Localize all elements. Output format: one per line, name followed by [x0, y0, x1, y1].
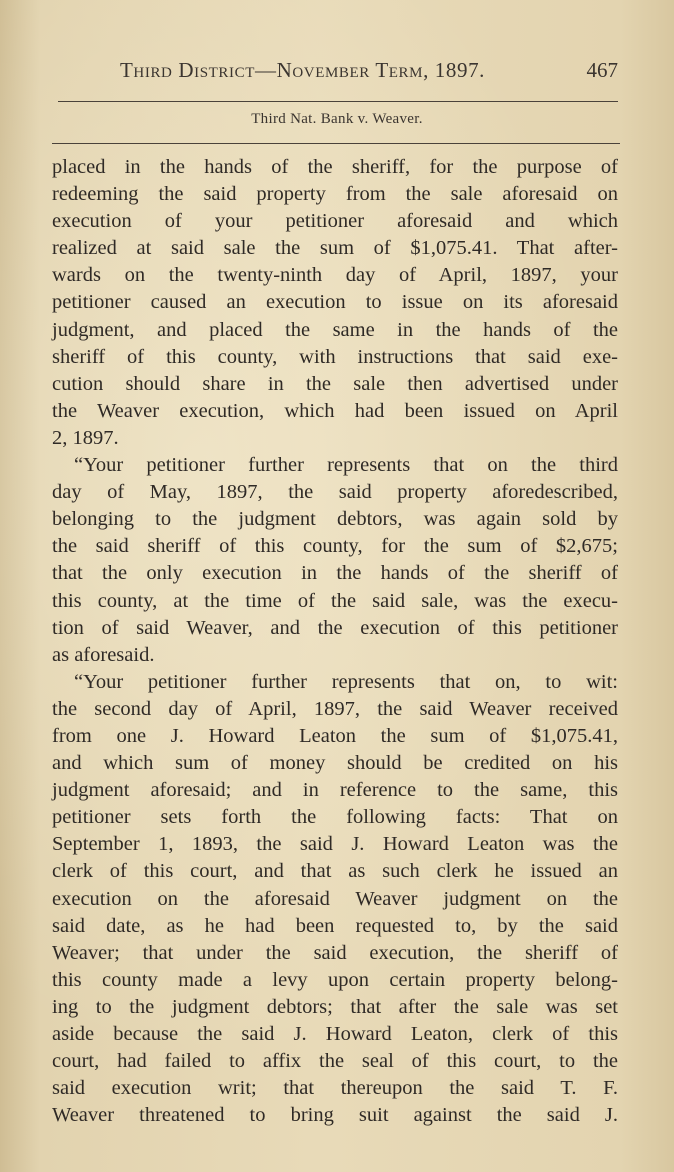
text-line: execution on the aforesaid Weaver judgment on the	[52, 887, 618, 910]
header-rule-top	[58, 101, 618, 102]
text-line: placed in the hands of the sheriff, for the purpose of	[52, 156, 618, 178]
header-rule-bottom	[52, 143, 620, 144]
text-line: court, had failed to affix the seal of this court, to the	[52, 1050, 618, 1073]
text-line: as aforesaid.	[52, 643, 155, 666]
text-line: from one J. Howard Leaton the sum of $1,075.41,	[52, 724, 618, 747]
paragraph-start-line: “Your petitioner further represents that on, to wit:	[74, 670, 618, 693]
running-head	[120, 58, 620, 88]
case-caption: Third Nat. Bank v. Weaver.	[251, 111, 423, 127]
text-line: and which sum of money should be credited on his	[52, 752, 618, 775]
text-line: the second day of April, 1897, the said Weaver received	[52, 697, 618, 720]
text-line: judgment aforesaid; and in reference to the same, this	[52, 779, 618, 802]
text-line: petitioner caused an execution to issue on its aforesaid	[52, 291, 618, 314]
text-line: the said sheriff of this county, for the sum of $2,675;	[52, 535, 618, 558]
text-line: the Weaver execution, which had been issued on April	[52, 399, 618, 422]
text-line: cution should share in the sale then advertised under	[52, 372, 618, 395]
running-title: Third District—November Term, 1897.	[120, 58, 486, 82]
text-line: 2, 1897.	[52, 426, 119, 449]
text-line: said execution writ; that thereupon the said T. F.	[52, 1077, 618, 1100]
text-line: aside because the said J. Howard Leaton, clerk of this	[52, 1023, 618, 1045]
text-line: judgment, and placed the same in the hands of the	[52, 318, 618, 341]
text-line: clerk of this court, and that as such clerk he issued an	[52, 860, 618, 883]
text-line: sheriff of this county, with instructions that said exe-	[52, 345, 618, 368]
text-line: tion of said Weaver, and the execution of this petitioner	[52, 616, 618, 639]
page-number: 467	[586, 58, 618, 82]
text-line: wards on the twenty-ninth day of April, 1897, your	[52, 264, 618, 287]
text-line: ing to the judgment debtors; that after the sale was set	[52, 995, 618, 1018]
text-line: redeeming the said property from the sale aforesaid on	[52, 183, 618, 206]
text-line: realized at said sale the sum of $1,075.41. That after-	[52, 237, 618, 260]
text-line: this county, at the time of the said sale, was the execu-	[52, 589, 618, 612]
text-line: that the only execution in the hands of the sheriff of	[52, 562, 618, 585]
text-line: execution of your petitioner aforesaid and which	[52, 210, 618, 233]
text-line: this county made a levy upon certain property belong-	[52, 968, 618, 991]
text-line: Weaver threatened to bring suit against the said J.	[52, 1104, 618, 1127]
text-line: belonging to the judgment debtors, was again sold by	[52, 508, 618, 531]
text-line: September 1, 1893, the said J. Howard Leaton was the	[52, 833, 618, 856]
text-line: day of May, 1897, the said property aforedescribed,	[52, 481, 618, 504]
text-line: petitioner sets forth the following facts: That on	[52, 806, 618, 829]
body-text	[52, 154, 618, 1129]
paragraph-start-line: “Your petitioner further represents that on the third	[74, 454, 618, 477]
text-line: said date, as he had been requested to, by the said	[52, 914, 618, 937]
text-line: Weaver; that under the said execution, the sheriff of	[52, 941, 618, 964]
